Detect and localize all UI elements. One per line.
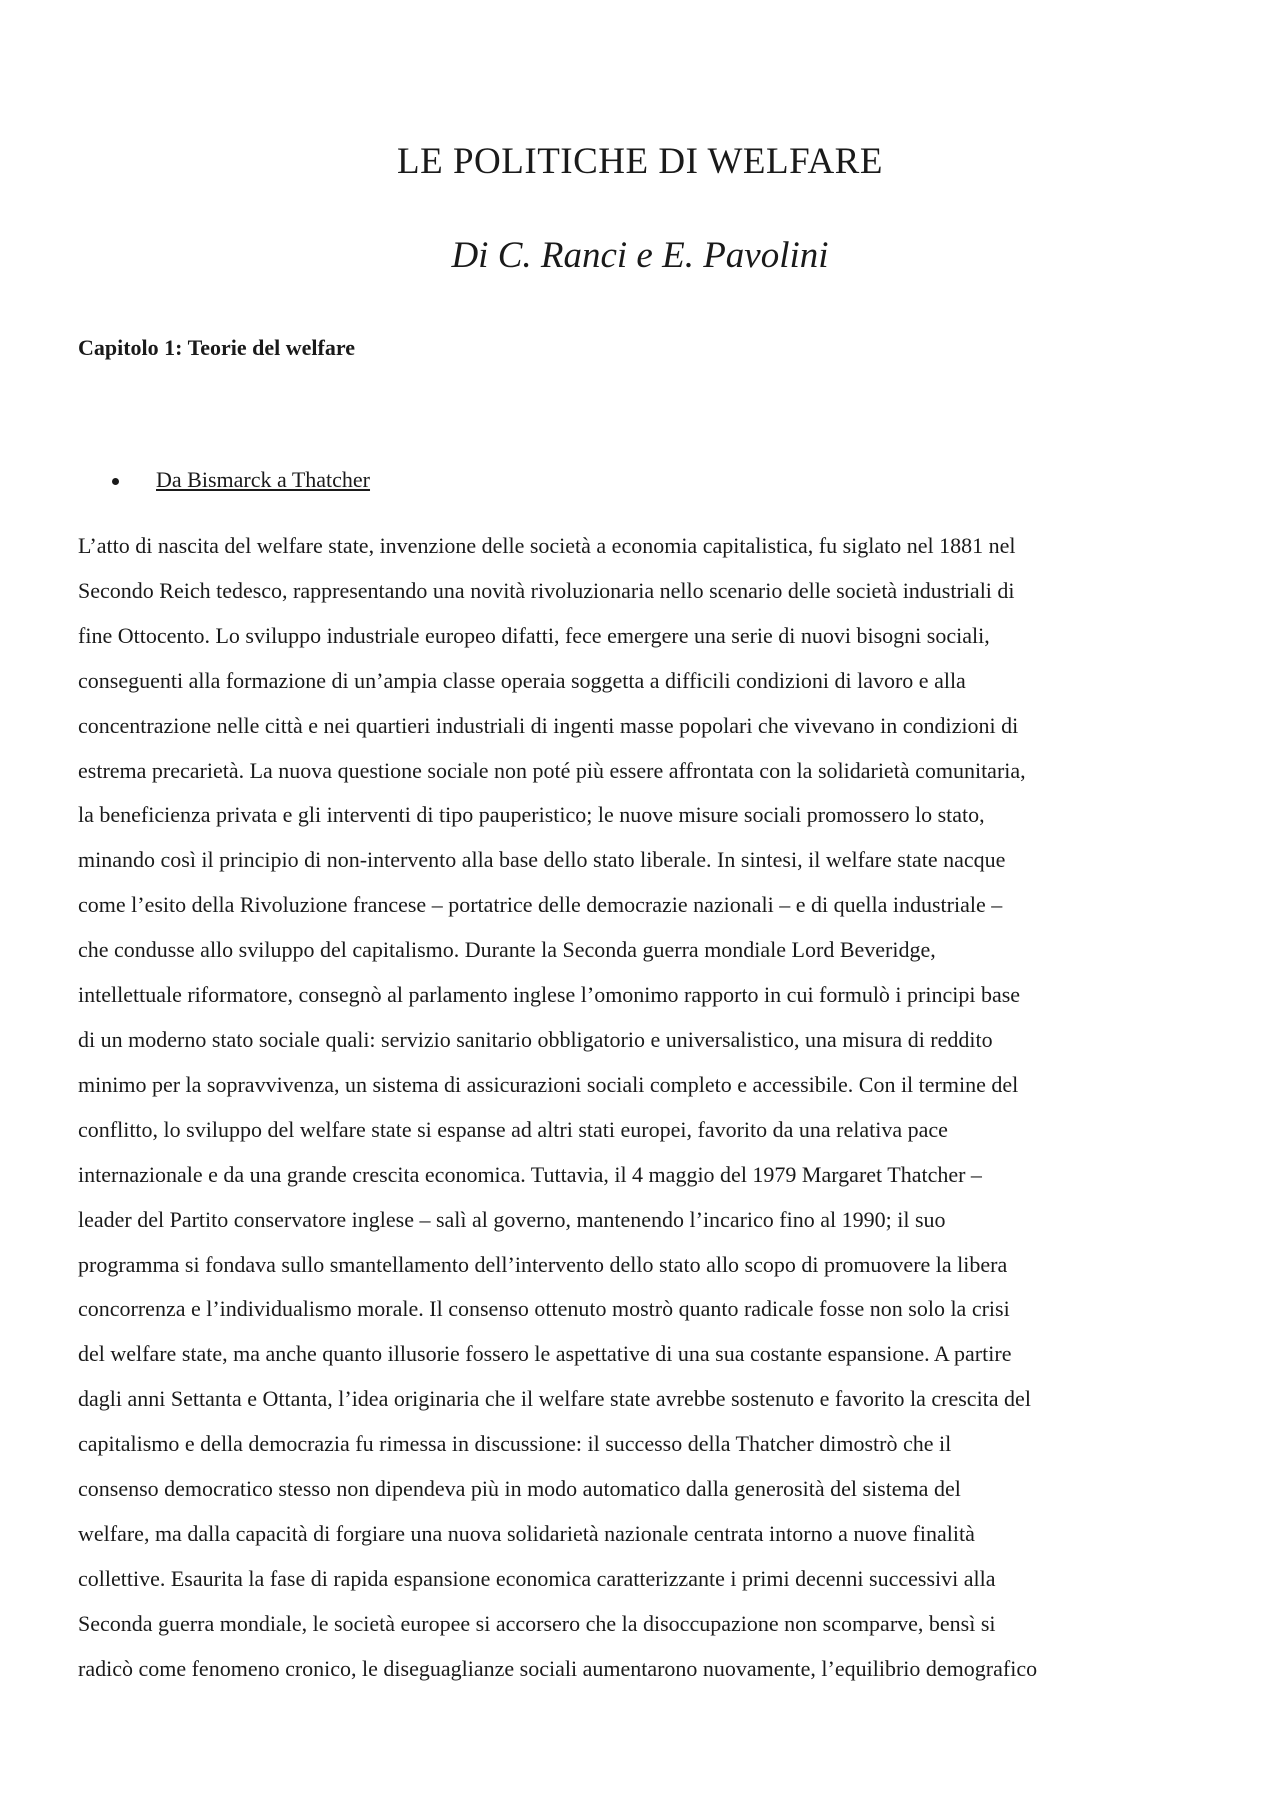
text-line: consenso democratico stesso non dipendeva più in modo automatico dalla generosità del sistema del — [78, 1476, 961, 1502]
document-title: LE POLITICHE DI WELFARE — [397, 141, 883, 182]
text-line: concorrenza e l’individualismo morale. Il consenso ottenuto mostrò quanto radicale fosse non solo la crisi — [78, 1296, 1010, 1322]
text-line: minando così il principio di non-intervento alla base dello stato liberale. In sintesi, il welfare state nacque — [78, 847, 1006, 873]
document-authors: Di C. Ranci e E. Pavolini — [451, 235, 829, 276]
text-line: di un moderno stato sociale quali: servizio sanitario obbligatorio e universalistico, una misura di reddito — [78, 1026, 993, 1052]
text-line: radicò come fenomeno cronico, le diseguaglianze sociali aumentarono nuovamente, l’equilibrio demografico — [78, 1655, 1038, 1681]
text-line: la beneficienza privata e gli interventi di tipo pauperistico; le nuove misure sociali promossero lo stato, — [78, 802, 985, 828]
text-line: minimo per la sopravvivenza, un sistema di assicurazioni sociali completo e accessibile. Con il termine del — [78, 1071, 1019, 1097]
text-line: concentrazione nelle città e nei quartieri industriali di ingenti masse popolari che vivevano in condizioni di — [78, 712, 1019, 738]
body-paragraph — [78, 524, 1210, 1692]
text-line: come l’esito della Rivoluzione francese – portatrice delle democrazie nazionali – e di quella industriale – — [78, 892, 1003, 918]
text-line: Seconda guerra mondiale, le società europee si accorsero che la disoccupazione non scomparve, bensì si — [78, 1610, 996, 1636]
text-line: L’atto di nascita del welfare state, invenzione delle società a economia capitalistica, fu siglato nel 1881 nel — [78, 533, 1016, 558]
section-list — [78, 465, 370, 495]
chapter-heading: Capitolo 1: Teorie del welfare — [78, 335, 355, 360]
text-line: collettive. Esaurita la fase di rapida espansione economica caratterizzante i primi decenni successivi alla — [78, 1565, 996, 1591]
section-list-item — [78, 465, 370, 495]
text-line: estrema precarietà. La nuova questione sociale non poté più essere affrontata con la solidarietà comunitaria, — [78, 757, 1026, 783]
text-line: Secondo Reich tedesco, rappresentando una novità rivoluzionaria nello scenario delle società industriali di — [78, 577, 1015, 603]
text-line: dagli anni Settanta e Ottanta, l’idea originaria che il welfare state avrebbe sostenuto e favorito la crescita del — [78, 1386, 1031, 1412]
text-line: conflitto, lo sviluppo del welfare state si espanse ad altri stati europei, favorito da una relativa pace — [78, 1116, 948, 1142]
text-line: welfare, ma dalla capacità di forgiare una nuova solidarietà nazionale centrata intorno a nuove finalità — [78, 1520, 975, 1546]
text-line: del welfare state, ma anche quanto illusorie fossero le aspettative di una sua costante espansione. A partire — [78, 1341, 1012, 1367]
text-line: internazionale e da una grande crescita economica. Tuttavia, il 4 maggio del 1979 Margaret Thatcher – — [78, 1161, 982, 1187]
text-line: fine Ottocento. Lo sviluppo industriale europeo difatti, fece emergere una serie di nuovi bisogni sociali, — [78, 622, 990, 648]
section-title: Da Bismarck a Thatcher — [156, 467, 371, 492]
text-line: leader del Partito conservatore inglese – salì al governo, mantenendo l’incarico fino al 1990; il suo — [78, 1206, 946, 1232]
text-line: programma si fondava sullo smantellamento dell’intervento dello stato allo scopo di promuovere la libera — [78, 1251, 1008, 1277]
text-line: capitalismo e della democrazia fu rimessa in discussione: il successo della Thatcher dimostrò che il — [78, 1431, 952, 1457]
text-line: conseguenti alla formazione di un’ampia classe operaia soggetta a difficili condizioni di lavoro e alla — [78, 667, 966, 693]
bullet-icon — [112, 478, 119, 485]
text-line: intellettuale riformatore, consegnò al parlamento inglese l’omonimo rapporto in cui formulò i principi base — [78, 982, 1021, 1008]
text-line: che condusse allo sviluppo del capitalismo. Durante la Seconda guerra mondiale Lord Beveridge, — [78, 937, 936, 963]
